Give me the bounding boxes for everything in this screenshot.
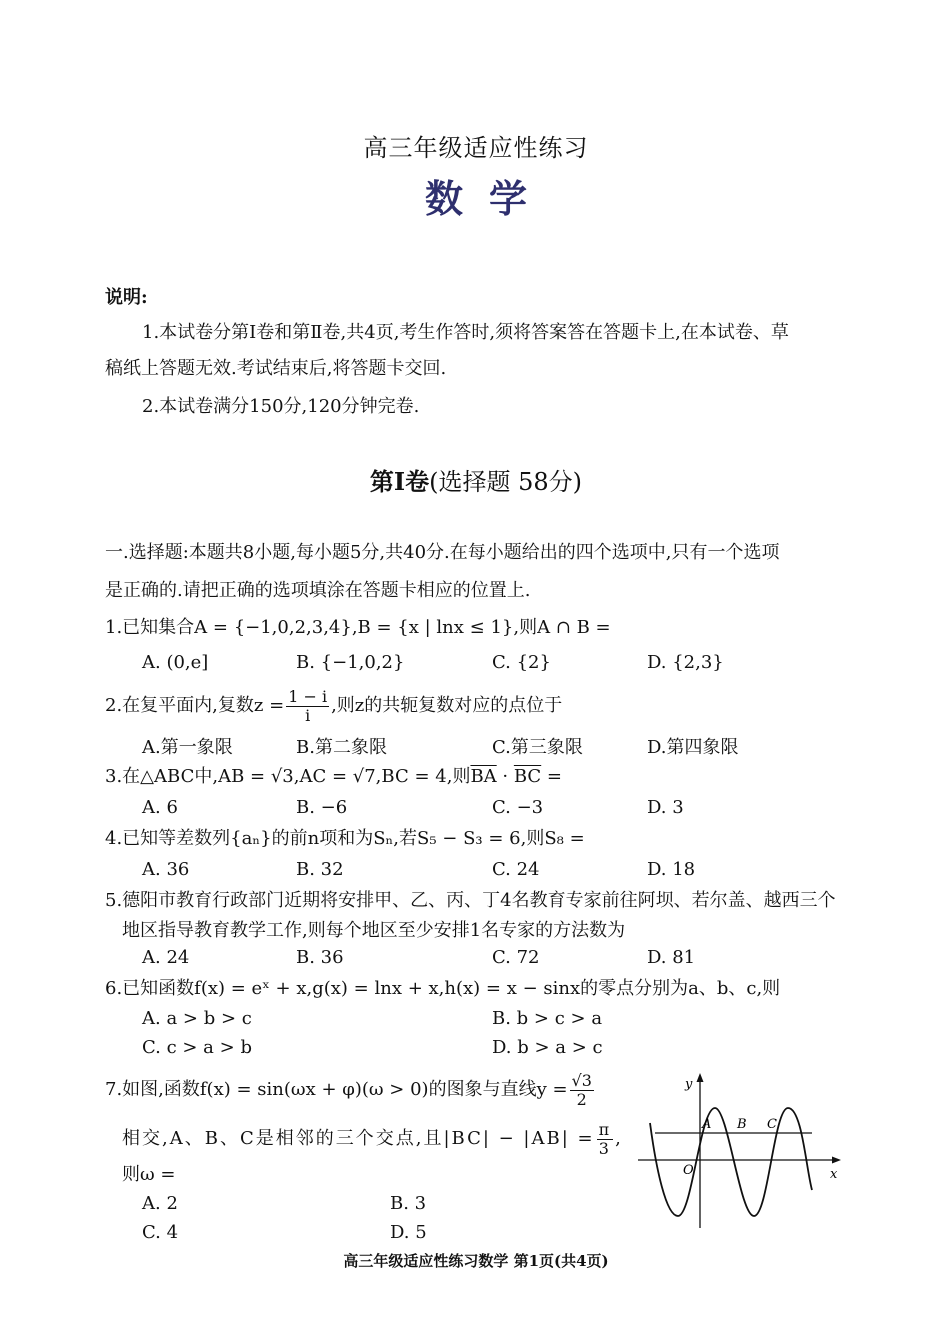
q3-vector-ba: $\overline{BA}$ xyxy=(470,766,497,787)
q4-option-c[interactable]: C. 24 xyxy=(492,859,540,880)
q5-stem-line2: 地区指导教育教学工作,则每个地区至少安排1名专家的方法数为 xyxy=(122,920,626,941)
section-title xyxy=(0,462,952,497)
q7-line-den: 2 xyxy=(576,1089,587,1109)
q2-option-b[interactable]: B.第二象限 xyxy=(296,737,387,758)
q7-line-num: √3 xyxy=(571,1070,592,1090)
sine-curve xyxy=(650,1108,812,1216)
q5-stem-line1: 5.德阳市教育行政部门近期将安排甲、乙、丙、丁4名教育专家前往阿坝、若尔盖、越西三个 xyxy=(105,890,836,911)
q7-option-b[interactable]: B. 3 xyxy=(390,1193,427,1214)
q1-option-c[interactable]: C. {2} xyxy=(492,652,551,673)
graph-y-label: y xyxy=(685,1077,693,1092)
q7-stem-pre: 7.如图,函数f(x) = sin(ωx + φ)(ω > 0)的图象与直线y = xyxy=(105,1079,568,1100)
q7-line-fraction xyxy=(570,1072,594,1109)
q3-stem-pre: 3.在△ABC中,AB = √3,AC = √7,BC = 4,则 xyxy=(105,766,471,787)
subject-title: 数学 xyxy=(424,176,553,221)
part1-instructions-line2: 是正确的.请把正确的选项填涂在答题卡相应的位置上. xyxy=(105,580,531,601)
graph-point-b: B xyxy=(737,1117,747,1132)
graph-point-c: C xyxy=(767,1117,777,1132)
q7-diff-fraction xyxy=(597,1121,614,1158)
section-title-main: 第Ⅰ卷 xyxy=(369,467,430,496)
q2-stem xyxy=(105,686,562,726)
page-footer: 高三年级适应性练习数学 第1页(共4页) xyxy=(343,1252,609,1270)
q6-option-b[interactable]: B. b > c > a xyxy=(492,1008,603,1029)
q3-dot: · xyxy=(496,766,514,787)
q2-option-d[interactable]: D.第四象限 xyxy=(647,737,739,758)
q7-diff-num: π xyxy=(598,1119,612,1139)
q4-option-b[interactable]: B. 32 xyxy=(296,859,344,880)
q4-stem: 4.已知等差数列{aₙ}的前n项和为Sₙ,若S₅ − S₃ = 6,则S₈ = xyxy=(105,828,585,849)
section-title-sub: (选择题 58分) xyxy=(429,468,583,496)
q5-option-b[interactable]: B. 36 xyxy=(296,947,344,968)
q7-stem-line3: 则ω = xyxy=(122,1164,176,1185)
exam-super-title: 高三年级适应性练习 xyxy=(363,134,589,162)
notes-line1a: 1.本试卷分第Ⅰ卷和第Ⅱ卷,共4页,考生作答时,须将答案答在答题卡上,在本试卷、草 xyxy=(142,322,789,343)
q4-option-a[interactable]: A. 36 xyxy=(142,859,190,880)
q7-option-a[interactable]: A. 2 xyxy=(142,1193,178,1214)
q5-option-d[interactable]: D. 81 xyxy=(647,947,696,968)
q2-fraction-den: i xyxy=(305,705,311,725)
q4-option-d[interactable]: D. 18 xyxy=(647,859,696,880)
part1-instructions-line1: 一.选择题:本题共8小题,每小题5分,共40分.在每小题给出的四个选项中,只有一个选项 xyxy=(105,542,780,563)
q2-option-c[interactable]: C.第三象限 xyxy=(492,737,583,758)
q6-stem: 6.已知函数f(x) = eˣ + x,g(x) = lnx + x,h(x) = x − sinx的零点分别为a、b、c,则 xyxy=(105,978,781,999)
q1-option-a[interactable]: A. (0,e] xyxy=(142,652,209,673)
q7-option-d[interactable]: D. 5 xyxy=(390,1222,427,1243)
q1-stem: 1.已知集合A = {−1,0,2,3,4},B = {x | lnx ≤ 1},则A ∩ B = xyxy=(105,617,611,638)
q2-stem-pre: 2.在复平面内,复数z = xyxy=(105,695,285,716)
q6-option-c[interactable]: C. c > a > b xyxy=(142,1037,252,1058)
x-axis-arrow-icon xyxy=(832,1157,841,1164)
q5-option-c[interactable]: C. 72 xyxy=(492,947,540,968)
q2-option-a[interactable]: A.第一象限 xyxy=(142,737,233,758)
q1-option-d[interactable]: D. {2,3} xyxy=(647,652,724,673)
q7-stem-line2 xyxy=(122,1118,623,1160)
q6-option-d[interactable]: D. b > a > c xyxy=(492,1037,603,1058)
q2-stem-post: ,则z的共轭复数对应的点位于 xyxy=(331,695,563,716)
q3-option-d[interactable]: D. 3 xyxy=(647,797,684,818)
q7-option-c[interactable]: C. 4 xyxy=(142,1222,179,1243)
q6-option-a[interactable]: A. a > b > c xyxy=(142,1008,252,1029)
q2-fraction-num: 1 − i xyxy=(288,686,328,706)
q3-vector-bc: $\overline{BC}$ xyxy=(513,766,542,787)
q7-sine-graph xyxy=(630,1068,850,1238)
y-axis-arrow-icon xyxy=(697,1073,704,1082)
notes-line2: 2.本试卷满分150分,120分钟完卷. xyxy=(142,396,420,417)
graph-origin-label: O xyxy=(683,1163,694,1178)
q3-option-b[interactable]: B. −6 xyxy=(296,797,348,818)
q7-diff-den: 3 xyxy=(598,1138,611,1158)
notes-label: 说明: xyxy=(105,287,148,308)
q3-option-c[interactable]: C. −3 xyxy=(492,797,544,818)
graph-point-a: A xyxy=(702,1117,712,1132)
q3-stem-post: = xyxy=(541,766,563,787)
q3-stem xyxy=(105,762,562,792)
q7-stem-line2-pre: 相交,A、B、C是相邻的三个交点,且|BC| − |AB| = xyxy=(122,1128,595,1149)
q2-fraction xyxy=(286,688,329,725)
q5-option-a[interactable]: A. 24 xyxy=(142,947,190,968)
notes-line1b: 稿纸上答题无效.考试结束后,将答题卡交回. xyxy=(105,358,447,379)
q7-stem-line2-post: , xyxy=(615,1128,623,1149)
q7-stem-line1 xyxy=(105,1069,596,1111)
graph-x-label: x xyxy=(830,1167,838,1182)
q3-option-a[interactable]: A. 6 xyxy=(142,797,178,818)
q1-option-b[interactable]: B. {−1,0,2} xyxy=(296,652,405,673)
